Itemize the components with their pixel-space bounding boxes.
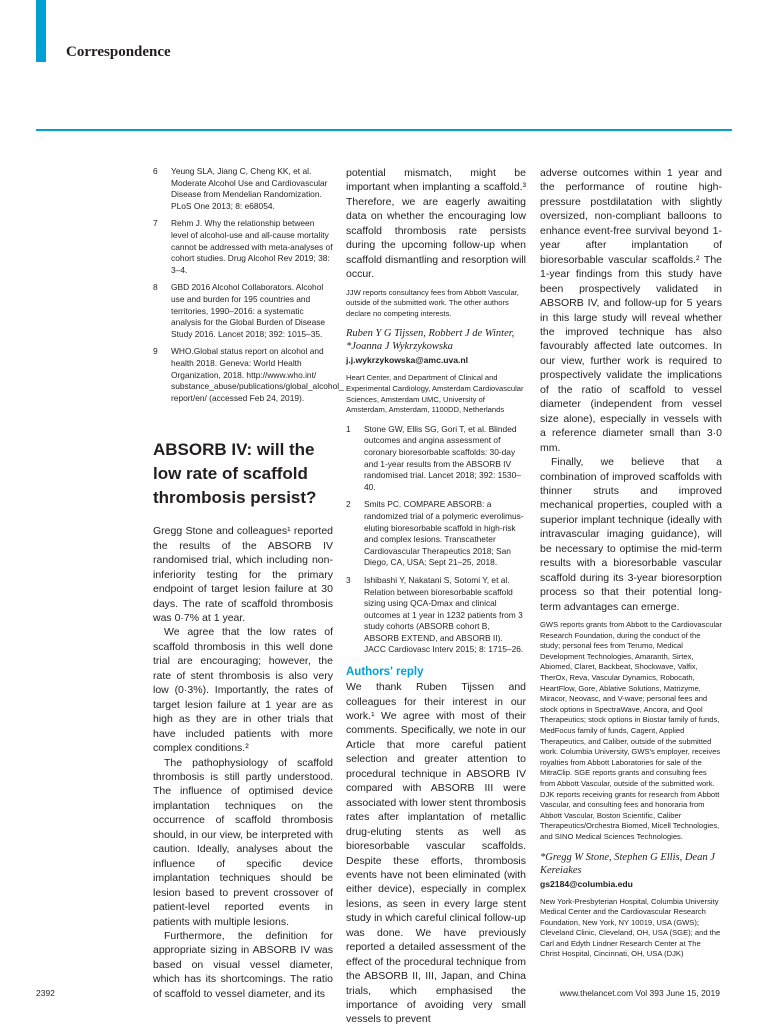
column-1	[153, 166, 344, 1001]
reference-number: 2	[346, 499, 351, 510]
reference-number: 9	[153, 346, 158, 357]
reference-item	[153, 166, 333, 212]
reference-text: Rehm J. Why the relationship between level of alcohol-use and all-cause mortality cannot be addressed with meta-analyses of cohort studies. Drug Alcohol Rev 2019; 38: 3–4.	[171, 218, 333, 275]
author-affiliation: New York-Presbyterian Hospital, Columbia University Medical Center and the Cardiovascular Research Foundation, New York, NY 10019, USA (GWS); Cleveland Clinic, Cleveland, OH, USA (SGE); and the Carl and Edyth Lindner Research Center at The Christ Hospital, Cincinnati, OH, USA (DJK)	[540, 896, 721, 959]
reference-item	[346, 424, 526, 494]
reference-number: 7	[153, 218, 158, 229]
body-paragraph: Finally, we believe that a combination of improved scaffolds with thinner struts and improved mechanical properties, coupled with a superior implant technique (ideally with intravascular imaging guidance), will be necessary to optimise the mid-term results with a bioresorbable vascular scaffold during its 3-year bioresorption process so that their potential long-term advantages can emerge.	[540, 456, 722, 613]
page-number: 2392	[36, 988, 55, 998]
competing-interests: GWS reports grants from Abbott to the Cardiovascular Research Foundation, during the conduct of the study; personal fees from Terumo, Medical Development Technologies, Amaranth, Sirtex, Abiomed, Claret, Backbeat, Shockwave, Valfix, TherOx, Reva, Vascular Dynamics, Robocath, HeartFlow, Gore, Ablative Solutions, Matrizyme, Miracor, Neovasc, and V-wave; personal fees and stock options in SpectraWave, Ancora, and Qool Therapeutics; stock options in Biostar family of funds, MedFocus family of funds, Cagent, Applied Therapeutics, and Caliber, outside of the submitted work. Columbia University, GWS's employer, receives royalties from Abbott Laboratories for sale of the MitraClip. SGE reports grants and consulting fees from Abbott Vascular, outside of the submitted work. DJK reports receiving grants for research from Abbott Vascular, and consulting fees and honoraria from Abbott Vascular, Boston Scientific, Caliber Therapeutics/Orchestra Biomed, Micell Technologies, and SINO Medical Sciences Technologies.	[540, 620, 722, 841]
article-headline: ABSORB IV: will the low rate of scaffold thrombosis persist?	[153, 440, 317, 508]
reference-item	[346, 575, 526, 656]
reference-number: 6	[153, 166, 158, 176]
body-paragraph: potential mismatch, might be important when implanting a scaffold.³ Therefore, we are eagerly awaiting data on whether the encouraging low scaffold thrombosis rate persists during the upcoming follow-up when scaffold dismantling and resorption will occur.	[346, 167, 526, 281]
section-accent-bar	[36, 0, 46, 62]
author-email[interactable]: j.j.wykrzykowska@amc.uva.nl	[346, 355, 469, 366]
reference-number: 8	[153, 282, 158, 293]
body-paragraph: We thank Ruben Tijssen and colleagues for their interest in our work.¹ We agree with most of their comments. Specifically, we note in our Article that more careful patient selection and greater attention to procedural technique in ABSORB IV compared with ABSORB III were associated with lower stent thrombosis rates after implantation of metallic drug-eluting stents as well as bioresorbable vascular scaffolds. Despite these efforts, thrombosis events have not been eliminated (with either device), especially in complex lesions, as seen in every large stent study in which careful clinical follow-up was done. We have previously reported a detailed assessment of the effect of the procedural technique from the ABSORB II, III, Japan, and China trials, which emphasised the importance of avoiding very small vessels to prevent	[346, 681, 526, 1026]
competing-interests: JJW reports consultancy fees from Abbott Vascular, outside of the submitted work. The other authors declare no competing interests.	[346, 287, 519, 318]
body-paragraph: We agree that the low rates of scaffold thrombosis in this well done trial are encouraging; however, the rate of stent thrombosis is also very low (0·3%). Importantly, the rates of target lesion failure at 1 year are as high as they are in other trials that have included patients with more complex conditions.²	[153, 626, 333, 755]
body-paragraph: adverse outcomes within 1 year and the performance of routine high-pressure postdilatation with slightly oversized, non-compliant balloons to enhance event-free survival beyond 1-year after implantation of bioresorbable vascular scaffolds.² The 1-year findings from this study have been prospectively validated in ABSORB IV, and follow-up for 5 years in this large study will reveal whether the improved technique has also favourably affected late outcomes. In our view, further work is required to prospectively validate the implications of the ratio of scaffold to vessel diameter (independent from vessel size alone), especially in vessels with a reference diameter small than 3·0 mm.	[540, 167, 722, 454]
reference-text: Ishibashi Y, Nakatani S, Sotomi Y, et al. Relation between bioresorbable scaffold sizing using QCA-Dmax and clinical outcomes at 1 year in 1232 patients from 3 study cohorts (ABSORB cohort B, ABSORB EXTEND, and ABSORB II). JACC Cardiovasc Interv 2015; 8: 1715–26.	[364, 574, 524, 655]
body-paragraph: The pathophysiology of scaffold thrombosis is still partly understood. The influence of optimised device implantation techniques on the occurrence of scaffold thrombosis should, in our view, be interpreted with caution. Ideally, analyses about the influence of specific device implantation techniques should be lesion based to prevent crossover of patient-level reported events in patients with multiple lesions.	[153, 756, 333, 928]
column-2	[346, 166, 526, 1027]
reference-list	[153, 166, 344, 404]
reference-text: Stone GW, Ellis SG, Gori T, et al. Blinded outcomes and angina assessment of coronary bioresorbable scaffolds: 30-day and 1-year results from the ABSORB IV randomised trial. Lancet 2018; 392: 1530–40.	[364, 423, 521, 492]
reference-list	[346, 424, 526, 656]
authors-reply-heading: Authors' reply	[346, 666, 424, 679]
reference-text: GBD 2016 Alcohol Collaborators. Alcohol use and burden for 195 countries and territories, 1990–2016: a systematic analysis for the Global Burden of Disease Study 2016. Lancet 2018; 392: 1015–35.	[171, 282, 326, 339]
author-affiliation: Heart Center, and Department of Clinical and Experimental Cardiology, Amsterdam Cardiovascular Sciences, Amsterdam UMC, University of Amsterdam, Amsterdam, 1100DD, Netherlands	[346, 373, 524, 415]
reference-item	[153, 282, 333, 340]
reference-item	[346, 499, 526, 569]
reference-text: Yeung SLA, Jiang C, Cheng KK, et al. Moderate Alcohol Use and Cardiovascular Disease from Mendelian Randomization. PLoS One 2013; 8: e68054.	[171, 166, 328, 211]
body-paragraph: Gregg Stone and colleagues¹ reported the results of the ABSORB IV randomised trial, which including non-inferiority testing for the primary endpoint of target lesion failure at 30 days. The rate of scaffold thrombosis was 0·7% at 1 year.	[153, 525, 333, 624]
reference-number: 3	[346, 574, 351, 585]
reference-item	[153, 346, 344, 404]
column-3	[540, 166, 722, 968]
reference-number: 1	[346, 423, 351, 434]
body-paragraph: Furthermore, the definition for appropriate sizing in ABSORB IV was based on visual vessel diameter, which has its shortcomings. The ratio of scaffold to vessel diameter, and its	[153, 929, 333, 1000]
author-email[interactable]: gs2184@columbia.edu	[540, 878, 633, 889]
author-names: Ruben Y G Tijssen, Robbert J de Winter, *Joanna J Wykrzykowska	[346, 328, 515, 353]
author-names: *Gregg W Stone, Stephen G Ellis, Dean J Kereiakes	[540, 851, 715, 876]
reference-text: WHO.Global status report on alcohol and health 2018. Geneva: World Health Organization, 2018. http://www.who.int/ substance_abuse/publications/global_alcohol_ report/en/ (accessed Feb 24, 2019).	[171, 346, 344, 403]
header-rule	[36, 129, 732, 131]
journal-citation: www.thelancet.com Vol 393 June 15, 2019	[559, 988, 720, 998]
section-label: Correspondence	[66, 44, 171, 60]
reference-text: Smits PC. COMPARE ABSORB: a randomized trial of a polymeric everolimus-eluting bioresorbable scaffold in high-risk and complex lesions. Transcatheter Cardiovascular Therapeutics 2018; San Diego, CA, USA; Sept 21–25, 2018.	[364, 499, 524, 568]
reference-item	[153, 218, 333, 276]
